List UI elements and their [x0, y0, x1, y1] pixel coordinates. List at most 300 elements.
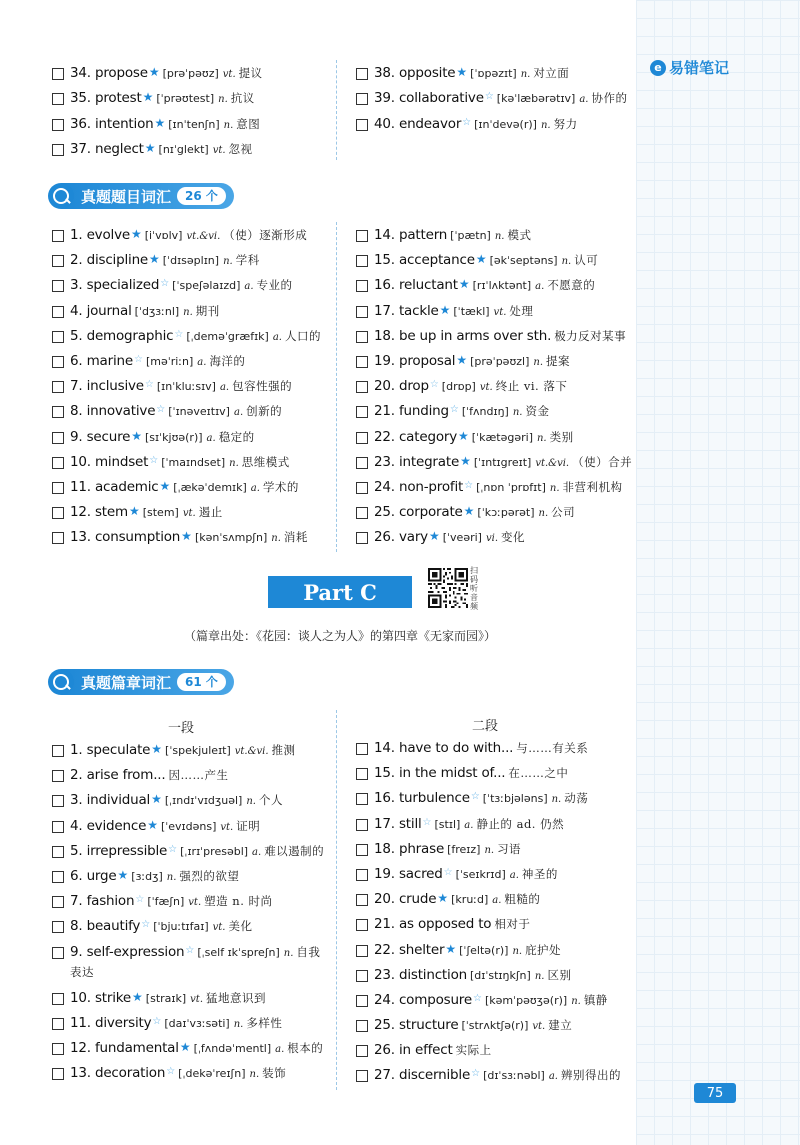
vocab-entry	[52, 989, 352, 1014]
entry-mean: 粗糙的	[504, 892, 541, 907]
entry-mean: 建立	[548, 1018, 573, 1033]
checkbox[interactable]	[356, 356, 368, 368]
importance-star-icon: ☆	[449, 404, 459, 416]
entry-pos: a.	[250, 482, 260, 494]
vocab-entry	[356, 276, 656, 301]
vocab-entry	[52, 453, 352, 478]
entry-pron: [ˈdɪsəplɪn]	[162, 254, 220, 268]
checkbox[interactable]	[52, 745, 64, 757]
entry-mean: 个人	[258, 793, 283, 808]
entry-pos: vi.	[485, 533, 498, 545]
top-right-list	[356, 64, 656, 140]
checkbox[interactable]	[356, 457, 368, 469]
importance-star-icon: ☆	[152, 1016, 162, 1028]
entry-pos: n.	[183, 306, 193, 318]
entry-mean: 学术的	[262, 479, 299, 494]
checkbox[interactable]	[52, 846, 64, 858]
entry-pos: n.	[233, 1019, 244, 1031]
vocab-entry	[52, 766, 352, 791]
entry-pos: n.	[271, 533, 281, 545]
entry-pos: n.	[571, 995, 581, 1007]
checkbox[interactable]	[52, 280, 64, 292]
checkbox[interactable]	[52, 896, 64, 908]
entry-pron: [ˈtɜːbjələns]	[482, 792, 548, 806]
entry-pos: vt.&vi.	[186, 231, 221, 242]
section2-divider	[336, 710, 337, 1090]
checkbox[interactable]	[356, 306, 368, 318]
entry-mean: 资金	[525, 404, 550, 419]
magnifier-icon	[48, 669, 74, 695]
entry-pron: [əkˈseptəns]	[489, 254, 558, 268]
entry-pron: [ˈkɔːpərət]	[477, 506, 535, 520]
entry-pron: [ˈɪnəveɪtɪv]	[168, 405, 230, 419]
vocab-entry	[356, 1016, 656, 1041]
entry-pron: [ˈveəri]	[442, 531, 482, 545]
part-c-title: Part C	[268, 576, 412, 608]
vocab-entry	[52, 327, 352, 352]
checkbox[interactable]	[356, 381, 368, 393]
checkbox[interactable]	[52, 770, 64, 782]
vocab-entry	[356, 352, 656, 377]
importance-star-icon: ★	[151, 742, 163, 756]
entry-pron: [ˌɪndɪˈvɪdʒuəl]	[164, 794, 243, 808]
entry-mean: 学科	[235, 253, 260, 268]
entry-pron: [ˌself ɪkˈspreʃn]	[197, 945, 280, 959]
question-vocab-left-list	[52, 226, 352, 553]
entry-word: 7. inclusive	[70, 378, 144, 395]
entry-pos: vt.	[532, 1021, 546, 1033]
checkbox[interactable]	[356, 970, 368, 982]
vocab-entry	[356, 428, 656, 453]
entry-pron: [kənˈsʌmpʃn]	[194, 531, 268, 545]
entry-pron: [ˈfʌndɪŋ]	[461, 405, 509, 419]
importance-star-icon: ★	[428, 529, 440, 544]
importance-star-icon: ☆	[133, 353, 143, 365]
entry-word: 18. be up in arms over sth.	[374, 327, 552, 344]
checkbox[interactable]	[356, 93, 368, 105]
checkbox[interactable]	[52, 1068, 64, 1080]
checkbox[interactable]	[356, 919, 368, 931]
entry-pron: [sɪˈkjʊə(r)]	[145, 430, 203, 444]
entry-mean: 区别	[547, 967, 572, 982]
checkbox[interactable]	[356, 793, 368, 805]
entry-pron: [straɪk]	[145, 991, 187, 1005]
entry-pos: a.	[275, 1044, 285, 1056]
entry-word: 2. arise from...	[70, 767, 166, 784]
entry-word: 9. secure	[70, 428, 131, 445]
entry-word: 15. acceptance	[374, 252, 475, 269]
entry-mean: 创新的	[246, 404, 283, 419]
entry-pos: a.	[535, 281, 545, 293]
checkbox[interactable]	[356, 894, 368, 906]
banner-count: 26 个	[177, 187, 226, 205]
entry-word: 4. evidence	[70, 817, 147, 834]
vocab-entry	[356, 840, 656, 865]
entry-mean: 神圣的	[521, 866, 558, 881]
passage-vocab-right-list	[356, 739, 656, 1092]
entry-pron: [ˈbjuːtɪfaɪ]	[153, 920, 209, 934]
paragraph-label-2: 二段	[472, 719, 499, 734]
checkbox[interactable]	[52, 144, 64, 156]
entry-pos: vt.	[222, 69, 236, 80]
checkbox[interactable]	[52, 255, 64, 267]
vocab-entry	[356, 789, 656, 814]
entry-pron: [ˌdekəˈreɪʃn]	[178, 1067, 246, 1081]
vocab-entry	[356, 226, 656, 251]
entry-word: 2. discipline	[70, 252, 149, 269]
vocab-entry	[356, 1066, 656, 1091]
entry-word: 21. funding	[374, 403, 449, 420]
entry-pos: vt.	[212, 922, 226, 934]
magnifier-icon	[48, 183, 74, 209]
entry-mean: 努力	[553, 116, 578, 131]
importance-star-icon: ☆	[174, 328, 184, 340]
entry-mean: 在……之中	[508, 766, 569, 781]
vocab-entry	[356, 377, 656, 402]
checkbox[interactable]	[52, 947, 64, 959]
entry-pos: n.	[533, 356, 543, 368]
entry-mean: 难以遏制的	[264, 843, 325, 858]
importance-star-icon: ☆	[422, 816, 432, 828]
importance-star-icon: ☆	[141, 919, 151, 931]
vocab-entry	[52, 817, 352, 842]
entry-pos: a.	[492, 895, 502, 907]
banner-title: 真题题目词汇	[81, 187, 172, 206]
entry-pos: n.	[494, 231, 505, 242]
entry-pron: [kruːd]	[451, 893, 489, 907]
entry-mean: 非营利机构	[562, 479, 623, 494]
entry-mean: 思维模式	[241, 454, 290, 469]
checkbox[interactable]	[52, 381, 64, 393]
importance-star-icon: ☆	[464, 479, 474, 491]
section-banner-question-vocab	[48, 183, 234, 209]
entry-pos: vt.	[212, 144, 226, 156]
entry-pron: [ˈmaɪndset]	[161, 455, 226, 469]
importance-star-icon: ★	[144, 140, 156, 155]
vocab-entry	[356, 251, 656, 276]
importance-star-icon: ★	[131, 428, 143, 443]
importance-star-icon: ★	[130, 227, 142, 241]
entry-pos: n.	[229, 457, 239, 469]
entry-word: 8. beautify	[70, 918, 141, 935]
checkbox[interactable]	[356, 844, 368, 856]
page-number: 75	[694, 1083, 736, 1103]
importance-star-icon: ★	[179, 1040, 191, 1055]
entry-pos: a.	[272, 331, 282, 343]
entry-mean: 对立面	[533, 66, 570, 80]
entry-pron: [ˈpætn]	[450, 229, 491, 242]
checkbox[interactable]	[356, 1070, 368, 1082]
entry-mean: 强烈的欲望	[179, 868, 240, 883]
checkbox[interactable]	[52, 795, 64, 807]
entry-mean: 提案	[546, 353, 570, 368]
entry-mean: （使）合并	[572, 454, 633, 469]
vocab-entry	[356, 890, 656, 915]
vocab-entry	[52, 428, 352, 453]
entry-word: 26. vary	[374, 529, 428, 546]
importance-star-icon: ☆	[144, 379, 154, 391]
vocab-entry	[356, 865, 656, 890]
entry-word: 34. propose	[70, 65, 148, 81]
vocab-entry	[356, 764, 656, 789]
checkbox[interactable]	[52, 1018, 64, 1030]
importance-star-icon: ★	[445, 941, 457, 956]
vocab-entry	[356, 64, 656, 89]
entry-mean: 习语	[497, 841, 522, 856]
checkbox[interactable]	[52, 507, 64, 519]
entry-mean: 类别	[549, 429, 574, 444]
importance-star-icon: ★	[159, 478, 171, 493]
entry-pron: [ˈkætəgəri]	[471, 430, 533, 444]
entry-pron: [ˈtækl]	[453, 304, 490, 318]
entry-mean: 不愿意的	[547, 278, 596, 293]
passage-vocab-left-list	[52, 741, 352, 1090]
entry-word: 36. intention	[70, 115, 154, 132]
checkbox[interactable]	[356, 68, 368, 80]
checkbox[interactable]	[356, 255, 368, 267]
vocab-entry	[52, 352, 352, 377]
entry-word: 19. proposal	[374, 352, 456, 369]
entry-pron: [ɪnˈkluːsɪv]	[156, 380, 216, 394]
entry-word: 6. marine	[70, 352, 133, 369]
entry-pos: n.	[283, 947, 294, 959]
entry-pron: [ˈɪntɪgreɪt]	[473, 455, 532, 469]
entry-mean: 专业的	[256, 278, 293, 293]
checkbox[interactable]	[356, 230, 368, 242]
checkbox[interactable]	[52, 432, 64, 444]
checkbox[interactable]	[52, 821, 64, 833]
entry-word: 35. protest	[70, 90, 142, 107]
entry-mean: （使）逐渐形成	[223, 228, 308, 242]
entry-word: 4. journal	[70, 302, 132, 319]
entry-pron: [dɪˈsɜːnəbl]	[483, 1069, 545, 1083]
entry-pron: [dɪˈstɪŋkʃn]	[470, 968, 531, 982]
banner-title: 真题篇章词汇	[81, 673, 172, 692]
entry-pron: [ˈfæʃn]	[147, 895, 185, 909]
importance-star-icon: ★	[151, 792, 162, 807]
entry-pron: [stem]	[142, 506, 179, 520]
entry-pos: n.	[246, 796, 256, 808]
importance-star-icon: ★	[463, 504, 475, 519]
importance-star-icon: ★	[181, 529, 192, 544]
entry-word: 40. endeavor	[374, 115, 462, 132]
vocab-entry	[356, 478, 656, 503]
entry-word: 25. corporate	[374, 504, 463, 521]
checkbox[interactable]	[52, 356, 64, 368]
vocab-entry	[52, 478, 352, 503]
importance-star-icon: ★	[117, 867, 129, 882]
vocab-entry	[52, 89, 352, 114]
importance-star-icon: ★	[149, 252, 160, 267]
entry-mean: 人口的	[284, 328, 321, 343]
qr-code-icon[interactable]	[428, 568, 468, 608]
entry-word: 14. have to do with...	[374, 740, 514, 756]
entry-word: 39. collaborative	[374, 90, 484, 107]
vocab-entry	[52, 115, 352, 140]
entry-word: 20. crude	[374, 891, 437, 908]
entry-word: 12. stem	[70, 504, 128, 521]
entry-mean: 猛地意识到	[206, 990, 267, 1005]
entry-pos: n.	[512, 945, 523, 957]
checkbox[interactable]	[52, 993, 64, 1005]
entry-word: 17. still	[374, 815, 422, 832]
entry-pron: [freɪz]	[447, 842, 481, 856]
importance-star-icon: ☆	[166, 1066, 176, 1078]
entry-word: 11. academic	[70, 478, 159, 495]
entry-pos: n.	[512, 407, 523, 419]
entry-word: 1. evolve	[70, 227, 130, 243]
entry-pos: a.	[579, 94, 589, 106]
entry-word: 22. shelter	[374, 941, 445, 958]
vocab-entry	[52, 251, 352, 276]
entry-word: 21. as opposed to	[374, 916, 492, 933]
entry-pron: [ˈɒpəzɪt]	[470, 67, 517, 80]
entry-word: 3. specialized	[70, 277, 160, 294]
vocab-entry	[356, 528, 656, 553]
vocab-entry	[52, 917, 352, 942]
entry-pron: [nɪˈglekt]	[158, 142, 209, 156]
entry-pron: [daɪˈvɜːsəti]	[164, 1017, 230, 1031]
vocab-entry	[52, 867, 352, 892]
importance-star-icon: ★	[437, 891, 449, 906]
source-note: （篇章出处：《花园：谈人之为人》的第四章《无家而园》）	[183, 629, 496, 643]
checkbox[interactable]	[52, 482, 64, 494]
checkbox[interactable]	[52, 532, 64, 544]
vocab-entry	[52, 1039, 352, 1064]
entry-mean: 辨别得出的	[560, 1068, 621, 1083]
checkbox[interactable]	[356, 507, 368, 519]
vocab-entry	[356, 302, 656, 327]
checkbox[interactable]	[356, 768, 368, 780]
entry-pos: vt.&vi.	[535, 457, 570, 469]
checkbox[interactable]	[356, 819, 368, 831]
entry-word: 15. in the midst of...	[374, 765, 506, 782]
entry-mean: 极力反对某事	[554, 328, 627, 343]
qr-caption: 扫码听音频	[470, 566, 478, 611]
checkbox[interactable]	[52, 230, 64, 242]
entry-word: 1. speculate	[70, 742, 151, 758]
checkbox[interactable]	[356, 280, 368, 292]
importance-star-icon: ☆	[149, 454, 159, 466]
entry-pron: [ˈspekjuleɪt]	[165, 744, 231, 757]
checkbox[interactable]	[52, 306, 64, 318]
entry-mean: 证明	[236, 818, 261, 833]
entry-pron: [ˌækəˈdemɪk]	[173, 480, 247, 494]
entry-mean: 美化	[228, 919, 253, 934]
entry-pos: n.	[249, 1069, 260, 1081]
checkbox[interactable]	[52, 406, 64, 418]
checkbox[interactable]	[356, 432, 368, 444]
checkbox[interactable]	[52, 68, 64, 80]
vocab-entry	[52, 503, 352, 528]
importance-star-icon: ☆	[156, 404, 166, 416]
entry-pron: [kəˈlæbərətɪv]	[496, 92, 576, 106]
entry-word: 10. mindset	[70, 453, 149, 470]
entry-word: 8. innovative	[70, 403, 156, 420]
importance-star-icon: ★	[475, 252, 487, 267]
entry-mean: 装饰	[262, 1066, 287, 1081]
entry-mean: 忽视	[228, 141, 253, 156]
vocab-entry	[52, 892, 352, 917]
checkbox[interactable]	[356, 1020, 368, 1032]
checkbox[interactable]	[356, 869, 368, 881]
entry-pos: n.	[218, 94, 228, 106]
entry-pos: vt.	[493, 306, 507, 318]
importance-star-icon: ☆	[168, 843, 178, 855]
importance-star-icon: ☆	[484, 91, 494, 103]
entry-mean: 意图	[236, 116, 261, 131]
entry-mean: 多样性	[246, 1016, 283, 1031]
entry-pron: [ˌnɒn ˈprɒfɪt]	[476, 480, 546, 494]
importance-star-icon: ★	[458, 277, 470, 292]
entry-pron: [drɒp]	[441, 380, 476, 394]
importance-star-icon: ☆	[470, 791, 480, 803]
vocab-entry	[52, 1014, 352, 1039]
entry-word: 12. fundamental	[70, 1040, 179, 1057]
entry-pos: a.	[252, 846, 262, 858]
entry-mean: 庇护处	[525, 942, 562, 957]
importance-star-icon: ★	[154, 115, 166, 130]
entry-word: 24. composure	[374, 991, 472, 1008]
entry-pron: [prəˈpəʊzl]	[470, 354, 530, 368]
entry-mean: 实际上	[455, 1043, 492, 1058]
section-banner-passage-vocab	[48, 669, 234, 695]
entry-word: 24. non-profit	[374, 478, 464, 495]
checkbox[interactable]	[52, 871, 64, 883]
checkbox[interactable]	[52, 331, 64, 343]
checkbox[interactable]	[52, 119, 64, 131]
checkbox[interactable]	[52, 1043, 64, 1055]
entry-mean: 抗议	[230, 91, 255, 106]
vocab-entry	[52, 402, 352, 427]
entry-word: 10. strike	[70, 989, 132, 1006]
entry-pos: a.	[233, 407, 244, 419]
entry-word: 16. turbulence	[374, 790, 470, 807]
checkbox[interactable]	[356, 532, 368, 544]
entry-pos: n.	[538, 508, 549, 520]
entry-mean: 消耗	[283, 530, 308, 545]
checkbox[interactable]	[356, 743, 368, 755]
importance-star-icon: ★	[142, 90, 154, 105]
pencil-icon: e	[650, 60, 666, 76]
entry-word: 23. integrate	[374, 453, 460, 470]
entry-pos: vt.	[479, 382, 493, 394]
entry-word: 18. phrase	[374, 840, 445, 857]
entry-word: 38. opposite	[374, 65, 456, 81]
checkbox[interactable]	[356, 406, 368, 418]
checkbox[interactable]	[356, 482, 368, 494]
checkbox[interactable]	[356, 995, 368, 1007]
checkbox[interactable]	[52, 921, 64, 933]
checkbox[interactable]	[52, 457, 64, 469]
entry-mean: 提议	[238, 66, 263, 80]
entry-word: 25. structure	[374, 1017, 459, 1034]
checkbox[interactable]	[356, 119, 368, 131]
entry-mean: 相对于	[494, 917, 531, 932]
vocab-entry	[52, 1064, 352, 1089]
checkbox[interactable]	[356, 945, 368, 957]
entry-pos: vt.&vi.	[234, 746, 269, 757]
entry-pos: a.	[219, 382, 230, 394]
entry-word: 19. sacred	[374, 865, 443, 882]
entry-pron: [ˈspeʃəlaɪzd]	[172, 279, 241, 293]
checkbox[interactable]	[356, 331, 368, 343]
checkbox[interactable]	[52, 93, 64, 105]
importance-star-icon: ★	[147, 817, 158, 832]
entry-word: 27. discernible	[374, 1067, 471, 1084]
checkbox[interactable]	[356, 1045, 368, 1057]
vocab-entry	[52, 842, 352, 867]
